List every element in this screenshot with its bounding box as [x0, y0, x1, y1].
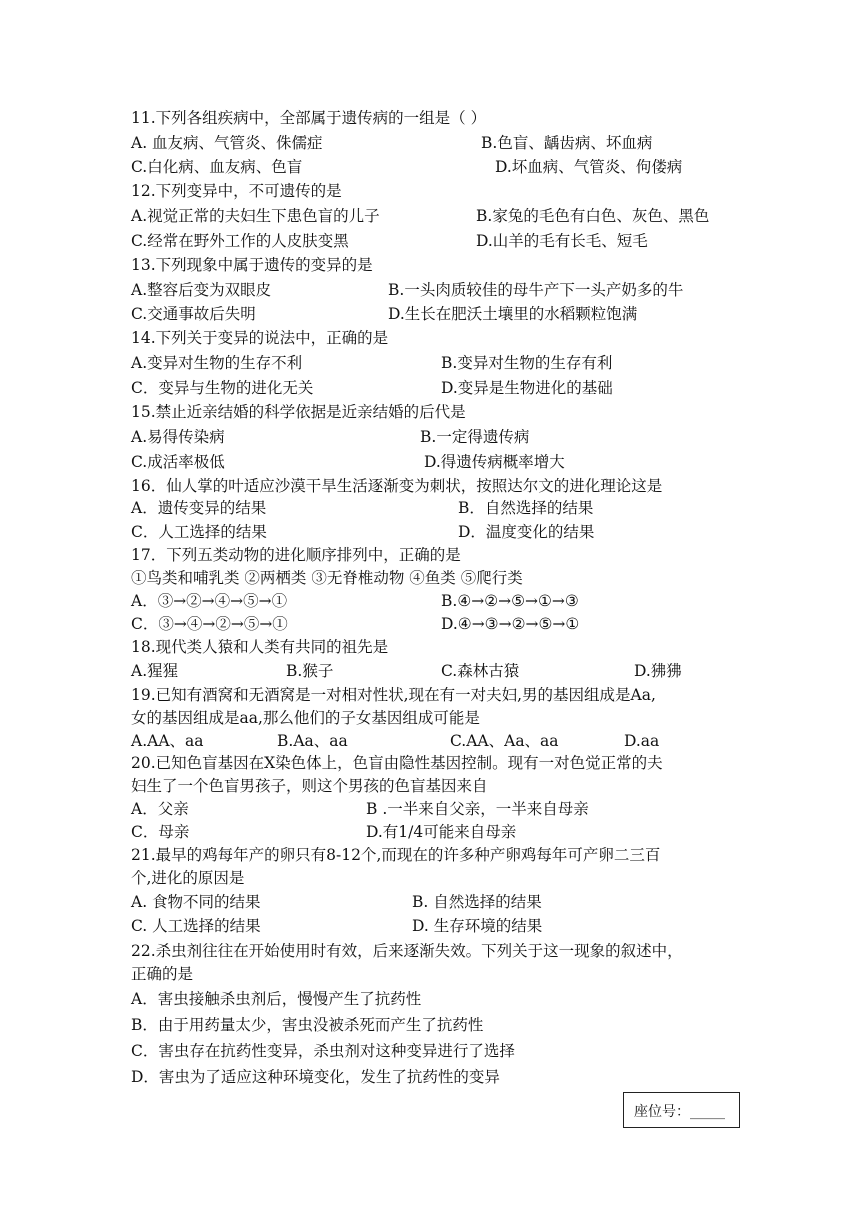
q19-option-b: B.Aa、aa	[277, 732, 348, 750]
q12-stem: 12.下列变异中，不可遗传的是	[131, 182, 342, 200]
q17-option-c: C．③→④→②→⑤→①	[131, 615, 288, 633]
q17-option-d: D.④→③→②→⑤→①	[441, 615, 580, 633]
q11-option-b: B.色盲、龋齿病、坏血病	[481, 134, 653, 152]
q12-option-b: B.家兔的毛色有白色、灰色、黑色	[476, 207, 710, 225]
q19-option-a: A.AA、aa	[131, 732, 204, 750]
q18-option-a: A.猩猩	[131, 662, 179, 680]
q21-stem-line1: 21.最早的鸡每年产的卵只有8-12个,而现在的许多种产卵鸡每年可产卵二三百	[131, 846, 661, 864]
q16-option-b: B．自然选择的结果	[458, 499, 594, 517]
q16-option-a: A．遗传变异的结果	[131, 499, 267, 517]
q18-stem: 18.现代类人猿和人类有共同的祖先是	[131, 638, 389, 656]
q17-stem: 17．下列五类动物的进化顺序排列中，正确的是	[131, 546, 461, 564]
q22-option-d: D．害虫为了适应这种环境变化，发生了抗药性的变异	[131, 1068, 500, 1086]
seat-number-box	[623, 1092, 740, 1128]
q20-option-a: A．父亲	[131, 800, 189, 818]
q12-option-c: C.经常在野外工作的人皮肤变黑	[131, 232, 349, 250]
q22-option-b: B．由于用药量太少，害虫没被杀死而产生了抗药性	[131, 1016, 484, 1034]
q21-option-c: C. 人工选择的结果	[131, 917, 261, 935]
q14-stem: 14.下列关于变异的说法中，正确的是	[131, 329, 389, 347]
q17-animal-list: ①鸟类和哺乳类 ②两栖类 ③无脊椎动物 ④鱼类 ⑤爬行类	[131, 569, 523, 587]
q14-option-b: B.变异对生物的生存有利	[441, 354, 613, 372]
q13-stem: 13.下列现象中属于遗传的变异的是	[131, 256, 373, 274]
q11-option-a: A. 血友病、气管炎、侏儒症	[131, 134, 323, 152]
q19-option-d: D.aa	[624, 732, 660, 750]
q20-option-b: B .一半来自父亲，一半来自母亲	[366, 800, 589, 818]
q15-option-d: D.得遗传病概率增大	[424, 453, 565, 471]
q11-option-c: C.白化病、血友病、色盲	[131, 158, 303, 176]
q15-stem: 15.禁止近亲结婚的科学依据是近亲结婚的后代是	[131, 403, 466, 421]
q14-option-d: D.变异是生物进化的基础	[441, 379, 613, 397]
q13-option-d: D.生长在肥沃土壤里的水稻颗粒饱满	[388, 305, 638, 323]
q19-stem-line1: 19.已知有酒窝和无酒窝是一对相对性状,现在有一对夫妇,男的基因组成是Aa,	[131, 686, 656, 704]
q18-option-d: D.狒狒	[634, 662, 682, 680]
seat-number-label: 座位号：_____	[634, 1104, 725, 1120]
q12-option-a: A.视觉正常的夫妇生下患色盲的儿子	[131, 207, 380, 225]
q19-stem-line2: 女的基因组成是aa,那么他们的子女基因组成可能是	[131, 709, 480, 727]
q15-option-c: C.成活率极低	[131, 453, 225, 471]
q21-stem-line2: 个,进化的原因是	[131, 869, 245, 887]
q11-stem: 11.下列各组疾病中，全部属于遗传病的一组是（ ）	[131, 109, 487, 127]
q19-option-c: C.AA、Aa、aa	[450, 732, 559, 750]
q17-option-a: A．③→②→④→⑤→①	[131, 592, 288, 610]
q17-option-b: B.④→②→⑤→①→③	[441, 592, 579, 610]
q20-stem-line1: 20.已知色盲基因在X染色体上，色盲由隐性基因控制。现有一对色觉正常的夫	[131, 754, 663, 772]
q20-stem-line2: 妇生了一个色盲男孩子，则这个男孩的色盲基因来自	[131, 777, 488, 795]
q22-stem-line1: 22.杀虫剂往往在开始使用时有效，后来逐渐失效。下列关于这一现象的叙述中，	[131, 942, 683, 960]
q18-option-b: B.猴子	[286, 662, 334, 680]
q12-option-d: D.山羊的毛有长毛、短毛	[476, 232, 648, 250]
q14-option-a: A.变异对生物的生存不利	[131, 354, 303, 372]
q13-option-b: B.一头肉质较佳的母牛产下一头产奶多的牛	[388, 281, 684, 299]
q20-option-d: D.有1/4可能来自母亲	[366, 823, 517, 841]
q15-option-b: B.一定得遗传病	[420, 428, 530, 446]
q16-stem: 16．仙人掌的叶适应沙漠干旱生活逐渐变为刺状，按照达尔文的进化理论这是	[131, 477, 663, 495]
q18-option-c: C.森林古猿	[441, 662, 520, 680]
q22-option-c: C．害虫存在抗药性变异，杀虫剂对这种变异进行了选择	[131, 1042, 515, 1060]
q22-stem-line2: 正确的是	[131, 965, 194, 983]
q16-option-d: D．温度变化的结果	[458, 523, 595, 541]
q15-option-a: A.易得传染病	[131, 428, 225, 446]
q22-option-a: A．害虫接触杀虫剂后，慢慢产生了抗药性	[131, 990, 422, 1008]
q14-option-c: C．变异与生物的进化无关	[131, 379, 314, 397]
q20-option-c: C．母亲	[131, 823, 190, 841]
q21-option-b: B. 自然选择的结果	[412, 893, 542, 911]
q21-option-a: A. 食物不同的结果	[131, 893, 261, 911]
q16-option-c: C．人工选择的结果	[131, 523, 267, 541]
q13-option-a: A.整容后变为双眼皮	[131, 281, 272, 299]
q13-option-c: C.交通事故后失明	[131, 305, 256, 323]
q11-option-d: D.坏血病、气管炎、佝偻病	[495, 158, 683, 176]
q21-option-d: D. 生存环境的结果	[412, 917, 543, 935]
